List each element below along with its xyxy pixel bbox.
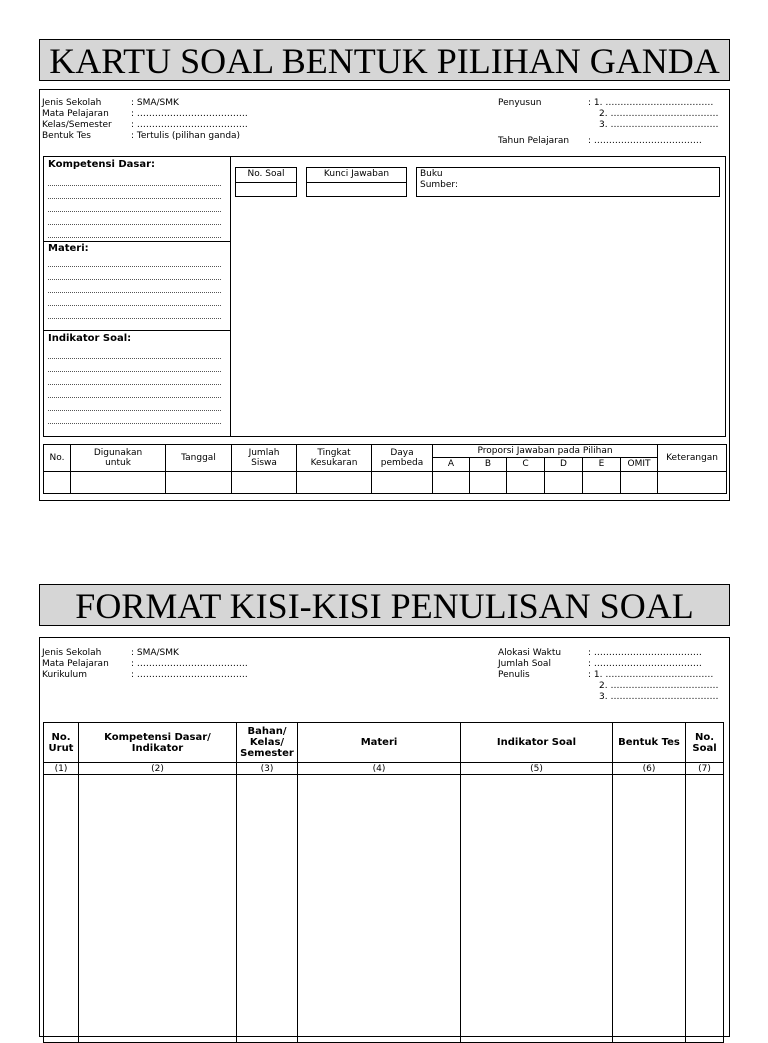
table-cell (44, 471, 71, 493)
header-indikator-soal: Indikator Soal (461, 723, 613, 763)
kompetensi-dasar-label: Kompetensi Dasar: (48, 159, 156, 170)
writing-line (48, 266, 221, 267)
option-d: D (545, 458, 583, 471)
writing-line (48, 384, 221, 385)
kisi-info-label: Mata Pelajaran (42, 659, 109, 669)
column-number: (3) (237, 763, 298, 775)
kisi-info-value: : ………………………………. (131, 659, 248, 669)
analysis-table (43, 444, 727, 494)
option-b: B (470, 458, 507, 471)
writing-line (48, 224, 221, 225)
kisi-info-value: 2. ……………………………… (599, 681, 719, 691)
card-info-label: Mata Pelajaran (42, 109, 109, 119)
card-info-value: 2. ……………………………… (599, 109, 719, 119)
column-number: (7) (686, 763, 724, 775)
writing-line (48, 371, 221, 372)
writing-line (48, 397, 221, 398)
column-number: (4) (298, 763, 461, 775)
card-info-label: Kelas/Semester (42, 120, 112, 130)
option-c: C (507, 458, 545, 471)
column-number: (2) (79, 763, 237, 775)
column-number: (5) (461, 763, 613, 775)
materi-label: Materi: (48, 243, 89, 254)
kisi-info-label: Alokasi Waktu (498, 648, 562, 658)
writing-line (48, 292, 221, 293)
kisi-info-value: : ………………………………. (131, 670, 248, 680)
kisi-info-value: 3. ……………………………… (599, 692, 719, 702)
indikator-soal-label: Indikator Soal: (48, 333, 132, 344)
table-cell (621, 471, 658, 493)
table-cell (232, 471, 297, 493)
table-cell (545, 471, 583, 493)
writing-line (48, 423, 221, 424)
kisi-info-value: : ……………………………… (588, 659, 702, 669)
table-cell (44, 775, 79, 1043)
writing-line (48, 237, 221, 238)
kunci-jawaban-label: Kunci Jawaban (323, 169, 390, 179)
kisi-info-value: : ……………………………… (588, 648, 702, 658)
kisi-info-label: Penulis (498, 670, 530, 680)
table-cell (658, 471, 727, 493)
header-no-urut: No. Urut (44, 723, 79, 763)
table-cell (297, 471, 372, 493)
option-omit: OMIT (621, 458, 658, 471)
card-info-value: : 1. ……………………………… (588, 98, 714, 108)
card-info-label: Jenis Sekolah (42, 98, 102, 108)
header-bentuk-tes: Bentuk Tes (613, 723, 686, 763)
col-digunakan: Digunakan untuk (71, 445, 166, 472)
table-cell (298, 775, 461, 1043)
col-no: No. (44, 445, 71, 472)
writing-line (48, 358, 221, 359)
writing-line (48, 211, 221, 212)
card-info-value: : ……………………………… (588, 136, 702, 146)
table-cell (461, 775, 613, 1043)
kunci-jawaban-divider (306, 182, 407, 183)
writing-line (48, 318, 221, 319)
table-cell (613, 775, 686, 1043)
kisi-info-label: Jumlah Soal (498, 659, 551, 669)
card-info-label: Penyusun (498, 98, 542, 108)
card-section-divider (43, 330, 231, 331)
card-info-label: Bentuk Tes (42, 131, 91, 141)
writing-line (48, 410, 221, 411)
card-info-value: : ………………………………. (131, 109, 248, 119)
column-number: (1) (44, 763, 79, 775)
writing-line (48, 305, 221, 306)
table-cell (433, 471, 470, 493)
card-info-label: Tahun Pelajaran (498, 136, 570, 146)
option-a: A (433, 458, 470, 471)
card-title: KARTU SOAL BENTUK PILIHAN GANDA (39, 39, 730, 81)
table-cell (507, 471, 545, 493)
writing-line (48, 185, 221, 186)
sumber-label: Sumber: (420, 180, 459, 190)
kisi-table (43, 722, 724, 1043)
table-cell (237, 775, 298, 1043)
table-cell (583, 471, 621, 493)
card-info-value: : SMA/SMK (131, 98, 179, 108)
buku-sumber-box (416, 167, 720, 197)
table-cell (71, 471, 166, 493)
table-cell (372, 471, 433, 493)
no-soal-divider (235, 182, 297, 183)
col-proporsi: Proporsi Jawaban pada Pilihan (433, 445, 658, 458)
card-body-divider (230, 156, 231, 437)
table-cell (79, 775, 237, 1043)
card-info-value: 3. ……………………………… (599, 120, 719, 130)
table-cell (686, 775, 724, 1043)
writing-line (48, 279, 221, 280)
kisi-info-label: Jenis Sekolah (42, 648, 102, 658)
card-info-value: : ………………………………. (131, 120, 248, 130)
col-jumlah-siswa: Jumlah Siswa (232, 445, 297, 472)
col-keterangan: Keterangan (658, 445, 727, 472)
header-no-soal: No. Soal (686, 723, 724, 763)
col-daya-pembeda: Daya pembeda (372, 445, 433, 472)
kisi-info-label: Kurikulum (42, 670, 87, 680)
kisi-info-value: : 1. ……………………………… (588, 670, 714, 680)
column-number: (6) (613, 763, 686, 775)
card-info-value: : Tertulis (pilihan ganda) (131, 131, 241, 141)
buku-label: Buku (420, 169, 443, 179)
col-tanggal: Tanggal (166, 445, 232, 472)
kisi-title: FORMAT KISI-KISI PENULISAN SOAL (39, 584, 730, 626)
header-materi: Materi (298, 723, 461, 763)
table-cell (166, 471, 232, 493)
col-tingkat-kesukaran: Tingkat Kesukaran (297, 445, 372, 472)
writing-line (48, 198, 221, 199)
header-bahan: Bahan/ Kelas/ Semester (237, 723, 298, 763)
no-soal-label: No. Soal (247, 169, 285, 179)
table-cell (470, 471, 507, 493)
header-kompetensi-dasar: Kompetensi Dasar/ Indikator (79, 723, 237, 763)
card-section-divider (43, 241, 231, 242)
option-e: E (583, 458, 621, 471)
kisi-info-value: : SMA/SMK (131, 648, 179, 658)
